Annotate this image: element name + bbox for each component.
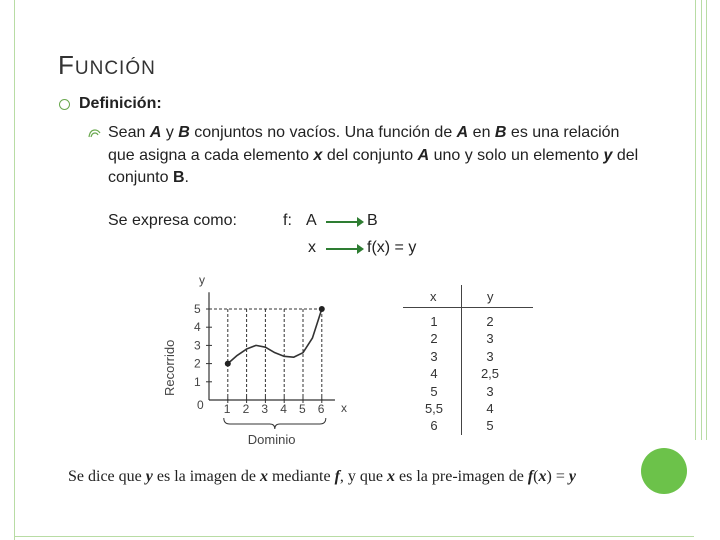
y-tick-label: 1 — [194, 374, 201, 389]
table-column-x — [419, 313, 449, 435]
x-tick-label: 6 — [317, 402, 325, 416]
x-axis-label: Dominio — [247, 432, 296, 447]
mapping-set-b: B — [367, 212, 378, 229]
table-cell: 1 — [430, 314, 438, 329]
mapping-arrow-2-icon — [326, 248, 358, 250]
frame-line-right-3 — [706, 0, 707, 440]
x-tick-label: 3 — [261, 402, 269, 416]
frame-line-right-2 — [701, 0, 702, 440]
xy-table — [403, 285, 533, 435]
y-tick-label: 5 — [194, 302, 201, 316]
mapping-set-a: A — [306, 212, 317, 229]
table-cell: 3 — [486, 348, 494, 364]
table-cell: 3 — [486, 383, 494, 399]
x-axis-letter: x — [340, 401, 347, 415]
table-cell: 5,5 — [424, 401, 444, 417]
frame-line-left — [14, 0, 15, 540]
curve-endpoint — [225, 361, 231, 367]
table-cell: 5 — [486, 418, 494, 434]
mapping-fx: f(x) = y — [367, 239, 417, 256]
definition-text: Sean A y B conjuntos no vacíos. Una función de A en B es una relación que asigna a cada elemento x del conjunto A uno y solo un elemento y del conjunto B. — [108, 124, 639, 186]
domain-brace — [224, 418, 326, 429]
x-tick-label: 2 — [242, 402, 250, 416]
y-tick-label: 3 — [194, 338, 201, 353]
origin-label: 0 — [197, 398, 204, 412]
frame-line-right-1 — [695, 0, 696, 440]
function-curve — [228, 309, 322, 364]
table-cell: 2 — [430, 331, 438, 347]
x-tick-label: 4 — [280, 402, 287, 416]
y-axis-letter: y — [199, 273, 205, 287]
slide-title: FUNCIÓN — [58, 50, 156, 80]
table-column-rule — [461, 285, 462, 435]
bottom-sentence: Se dice que y es la imagen de x mediante f, y que x es la pre-imagen de f(x) = y — [68, 468, 576, 485]
y-tick-label: 2 — [194, 356, 201, 371]
y-tick-label: 4 — [194, 320, 201, 335]
table-cell: 6 — [430, 418, 438, 434]
mapping-f-label: f: — [283, 212, 292, 229]
table-cell: 3 — [430, 348, 438, 364]
function-graph — [158, 270, 370, 448]
table-cell: 3 — [486, 331, 494, 347]
table-cell: 2,5 — [480, 366, 500, 382]
table-header-x: x — [430, 289, 437, 304]
table-cell: 5 — [430, 383, 438, 399]
mapping-arrow-icon — [326, 221, 358, 223]
decorative-green-circle — [641, 448, 687, 494]
table-cell: 4 — [486, 401, 494, 417]
table-cell: 2 — [486, 314, 494, 329]
mapping-x: x — [308, 239, 316, 256]
sub-bullet-icon — [88, 127, 102, 139]
frame-line-bottom — [14, 536, 694, 537]
table-cell: 4 — [430, 366, 438, 382]
table-column-y — [475, 313, 505, 435]
definition-heading: Definición: — [79, 95, 162, 112]
y-axis-label: Recorrido — [162, 339, 177, 396]
curve-endpoint — [319, 306, 325, 312]
table-header-y: y — [487, 289, 494, 304]
table-header-rule — [403, 307, 533, 308]
x-tick-label: 5 — [299, 402, 306, 416]
x-tick-label: 1 — [223, 402, 231, 416]
bullet-ring-icon — [59, 99, 70, 110]
expresa-label: Se expresa como: — [108, 212, 237, 229]
